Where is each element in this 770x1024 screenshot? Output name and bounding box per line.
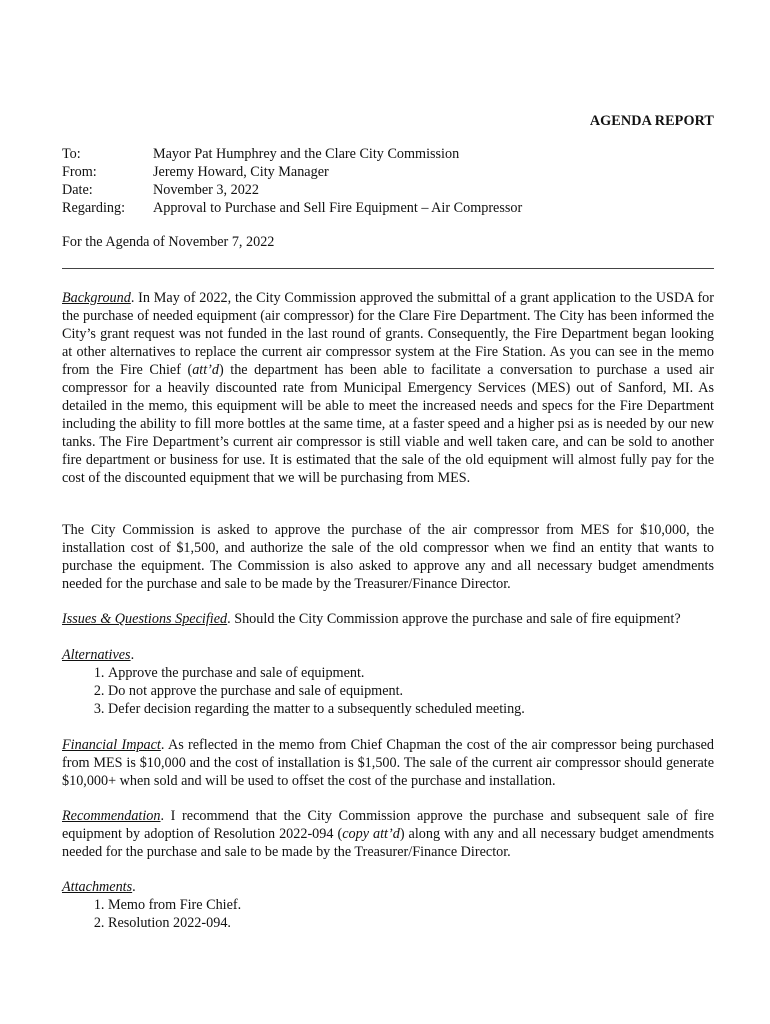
memo-header — [62, 145, 714, 217]
alternatives-heading: Alternatives — [62, 647, 131, 663]
recommendation-paragraph — [62, 807, 714, 861]
background-text-2: ) the department has been able to facilitate a conversation to purchase a used air compressor for a heavily discounted rate from Municipal Emergency Services (MES) out of Sanford, MI. As detailed in the memo, this equipment will be able to meet the increased needs and specs for the Fire Department including the ability to fill more bottles at the same time, at a faster speed and a higher psi as is needed by our new tanks. The Fire Department’s current air compressor is still viable and well taken care, and can be sold to another fire department or business for use. It is estimated that the sale of the old equipment will almost fully pay for the cost of the discounted equipment that we will be purchasing from MES. — [62, 362, 714, 486]
memo-from-value: Jeremy Howard, City Manager — [153, 164, 329, 180]
attachments-item: 1. Memo from Fire Chief. — [108, 896, 714, 914]
commission-ask-paragraph: The City Commission is asked to approve the purchase of the air compressor from MES for $10,000, the installation cost of $1,500, and authorize the sale of the old compressor when we find an entity that wants to purchase the equipment. The Commission is also asked to approve any and all necessary budget amendments needed for the purchase and sale to be made by the Treasurer/Finance Director. — [62, 522, 714, 592]
issues-heading: Issues & Questions Specified — [62, 611, 228, 627]
memo-to-row — [62, 145, 714, 163]
memo-to-value: Mayor Pat Humphrey and the Clare City Commission — [153, 146, 460, 162]
memo-date-label: Date: — [62, 182, 93, 198]
recommendation-copy: copy att’d — [342, 826, 400, 842]
recommendation-text-1: . I recommend that the City Commission approve the purchase and subsequent sale of fire equipment by adoption of Resolution 2022-094 ( — [62, 808, 714, 842]
alternatives-section — [62, 646, 714, 718]
financial-paragraph — [62, 736, 714, 790]
background-text-1: In May of 2022, the City Commission approved the submittal of a grant application to the USDA for the purchase of needed equipment (air compressor) for the Clare Fire Department. The City has been informed the City’s grant request was not funded in the last round of grants. Consequently, the Fire Department began looking at other alternatives to replace the current air compressor system at the Fire Station. As you can see in the memo from the Fire Chief ( — [62, 290, 714, 378]
financial-text: . As reflected in the memo from Chief Chapman the cost of the air compressor being purchased from MES is $10,000 and the cost of installation is $1,500. The sale of the current air compressor should generate $10,000+ when sold and will be used to offset the cost of the purchase and installation. — [62, 737, 714, 789]
memo-date-value: November 3, 2022 — [153, 182, 259, 198]
attachments-section — [62, 878, 714, 932]
recommendation-text-2: ) along with any and all necessary budget amendments needed for the purchase and sale to be made by the Treasurer/Finance Director. — [62, 826, 714, 860]
background-heading: Background — [62, 290, 131, 306]
alternatives-heading-line: Alternatives. — [62, 647, 135, 663]
memo-from-row — [62, 163, 714, 181]
financial-heading: Financial Impact — [62, 737, 161, 753]
memo-from-label: From: — [62, 164, 97, 180]
agenda-date-line: For the Agenda of November 7, 2022 — [62, 234, 275, 250]
memo-to-label: To: — [62, 146, 81, 162]
background-paragraph: Background. In May of 2022, the City Commission approved the submittal of a grant application to the USDA for the purchase of needed equipment (air compressor) for the Clare Fire Department. The City has been informed the City’s grant request was not funded in the last round of grants. Consequently, the Fire Department began looking at other alternatives to replace the current air compressor system at the Fire Station. As you can see in the memo from the Fire Chief (att’d) the department has been able to facilitate a conversation to purchase a used air compressor for a heavily discounted rate from Municipal Emergency Services (MES) out of Sanford, MI. As detailed in the memo, this equipment will be able to meet the increased needs and specs for the Fire Department including the ability to fill more bottles at the same time, at a faster speed and a higher psi as is needed by our new tanks. The Fire Department’s current air compressor is still viable and well taken care, and can be sold to another fire department or business for use. It is estimated that the sale of the old equipment will almost fully pay for the cost of the discounted equipment that we will be purchasing from MES. — [62, 290, 714, 486]
attachments-heading: Attachments — [62, 879, 133, 895]
alternatives-item: 2. Do not approve the purchase and sale of equipment. — [108, 682, 714, 700]
alternatives-item: 3. Defer decision regarding the matter to a subsequently scheduled meeting. — [108, 700, 714, 718]
report-title: AGENDA REPORT — [589, 113, 714, 129]
issues-text: . Should the City Commission approve the purchase and sale of fire equipment? — [227, 611, 681, 627]
memo-regarding-row — [62, 199, 714, 217]
memo-regarding-value: Approval to Purchase and Sell Fire Equipment – Air Compressor — [153, 200, 523, 216]
issues-paragraph — [62, 610, 714, 628]
attachments-heading-line: Attachments. — [62, 879, 136, 895]
alternatives-list — [62, 664, 714, 718]
attachments-list — [62, 896, 714, 932]
attachments-item: 2. Resolution 2022-094. — [108, 914, 714, 932]
recommendation-heading: Recommendation — [62, 808, 161, 824]
background-att: att’d — [192, 362, 219, 378]
divider — [62, 268, 714, 269]
memo-date-row — [62, 181, 714, 199]
memo-regarding-label: Regarding: — [62, 200, 126, 216]
alternatives-item: 1. Approve the purchase and sale of equipment. — [108, 664, 714, 682]
